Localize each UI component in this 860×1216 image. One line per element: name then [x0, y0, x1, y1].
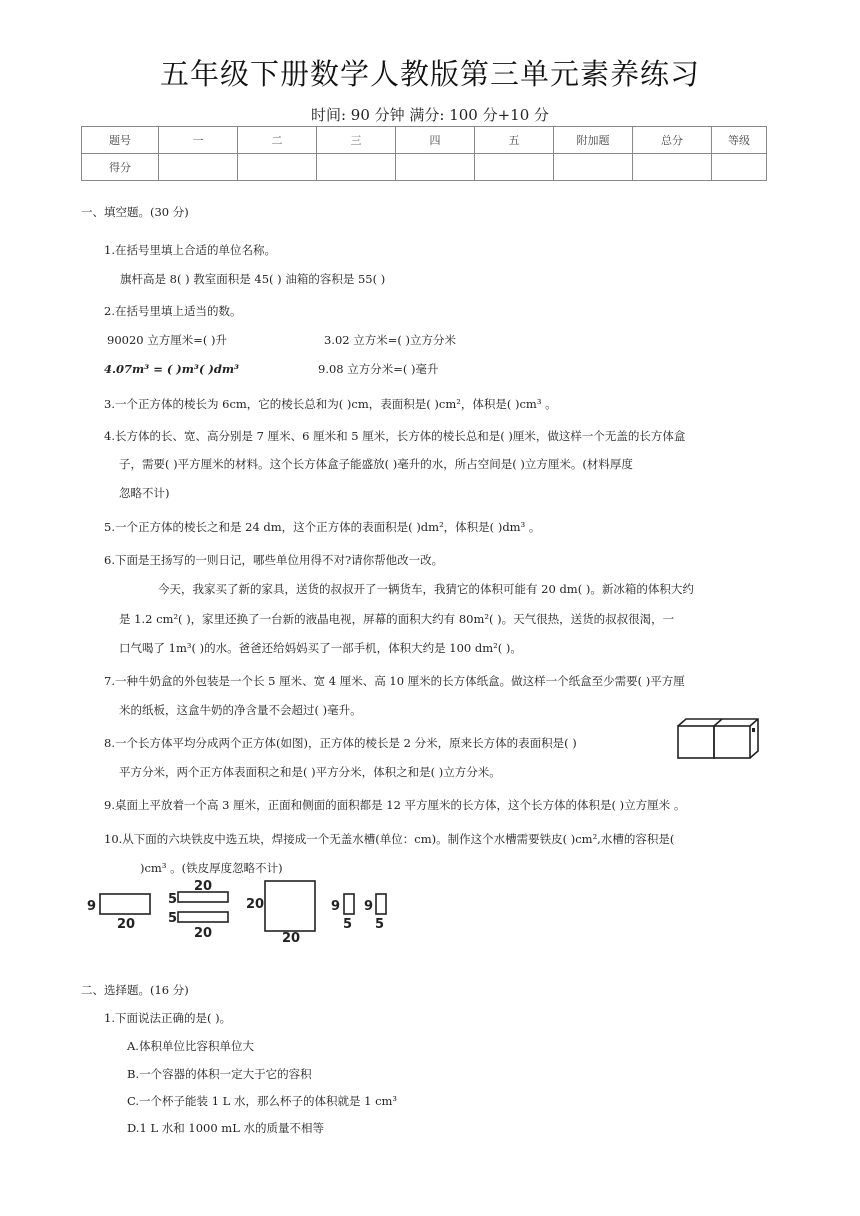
q4-line1: 4.长方体的长、宽、高分别是 7 厘米、6 厘米和 5 厘米，长方体的棱长总和是( )厘米，做这样一个无盖的长方体盒 [104, 429, 686, 443]
q1-line: 旗杆高是 8( ) 教室面积是 45( ) 油箱的容积是 55( ) [120, 272, 386, 286]
score-cell[interactable] [317, 154, 396, 181]
q2-a: 90020 立方厘米=( )升 [107, 333, 228, 347]
score-header-cell: 总分 [633, 127, 712, 154]
q2-d: 9.08 立方分米=( )毫升 [318, 362, 439, 376]
q10-line2: )cm³ 。(铁皮厚度忽略不计) [140, 861, 283, 875]
score-header-cell: 一 [159, 127, 238, 154]
option-a[interactable]: A.体积单位比容积单位大 [127, 1039, 254, 1053]
sheet-label: 9 [331, 899, 341, 914]
score-header-cell: 五 [475, 127, 554, 154]
page-title: 五年级下册数学人教版第三单元素养练习 [159, 57, 700, 91]
score-cell[interactable] [159, 154, 238, 181]
section1-heading: 一、填空题。(30 分) [81, 205, 189, 219]
sheet-label: 20 [117, 917, 136, 932]
q1-text: 1.在括号里填上合适的单位名称。 [104, 243, 276, 257]
score-header-cell: 等级 [712, 127, 767, 154]
two-cubes-figure [676, 716, 760, 760]
score-cell[interactable] [238, 154, 317, 181]
sheet-label: 20 [194, 926, 213, 941]
score-cell[interactable] [712, 154, 767, 181]
q10-line1: 10.从下面的六块铁皮中选五块，焊接成一个无盖水槽(单位：cm)。制作这个水槽需要铁皮( )cm²,水槽的容积是( [104, 832, 675, 846]
sheet-label: 5 [168, 892, 178, 907]
q4-line3: 忽略不计) [119, 486, 170, 500]
s2-q1-text: 1.下面说法正确的是( )。 [104, 1011, 232, 1025]
option-b[interactable]: B.一个容器的体积一定大于它的容积 [127, 1067, 312, 1081]
score-header-cell: 二 [238, 127, 317, 154]
q6-line2: 是 1.2 cm²( )，家里还换了一台新的液晶电视，屏幕的面积大约有 80m²( )。天气很热，送货的叔叔很渴，一 [119, 612, 675, 626]
q6-intro: 6.下面是王扬写的一则日记，哪些单位用得不对?请你帮他改一改。 [104, 553, 444, 567]
q4-line2: 子，需要( )平方厘米的材料。这个长方体盒子能盛放( )毫升的水，所占空间是( )立方厘米。(材料厚度 [119, 457, 633, 471]
sheet-label: 20 [246, 897, 265, 912]
sheet-label: 9 [364, 899, 374, 914]
score-cell[interactable] [396, 154, 475, 181]
score-cell[interactable] [554, 154, 633, 181]
score-cell[interactable] [475, 154, 554, 181]
iron-sheets-figure [84, 876, 404, 946]
q8-line2: 平方分米，两个正方体表面积之和是( )平方分米，体积之和是( )立方分米。 [119, 765, 501, 779]
score-header-cell: 三 [317, 127, 396, 154]
sheet-label: 5 [375, 917, 385, 932]
q7-line2: 米的纸板，这盒牛奶的净含量不会超过( )毫升。 [119, 703, 362, 717]
q6-line1: 今天，我家买了新的家具，送货的叔叔开了一辆货车，我猜它的体积可能有 20 dm( )。新冰箱的体积大约 [158, 582, 694, 596]
q2-text: 2.在括号里填上适当的数。 [104, 304, 242, 318]
sheet-label: 5 [343, 917, 353, 932]
score-table [81, 126, 767, 181]
q7-line1: 7.一种牛奶盒的外包装是一个长 5 厘米、宽 4 厘米、高 10 厘米的长方体纸盒。做这样一个纸盒至少需要( )平方厘 [104, 674, 685, 688]
q6-line3: 口气喝了 1m³( )的水。爸爸还给妈妈买了一部手机，体积大约是 100 dm²( )。 [119, 641, 522, 655]
q9-text: 9.桌面上平放着一个高 3 厘米，正面和侧面的面积都是 12 平方厘米的长方体，这个长方体的体积是( )立方厘米 。 [104, 798, 686, 812]
score-table-row [82, 154, 767, 181]
q8-line1: 8.一个长方体平均分成两个正方体(如图)，正方体的棱长是 2 分米，原来长方体的表面积是( ) [104, 736, 577, 750]
q2-b: 3.02 立方米=( )立方分米 [324, 333, 457, 347]
score-header-cell: 题号 [82, 127, 159, 154]
q5-text: 5.一个正方体的棱长之和是 24 dm，这个正方体的表面积是( )dm²，体积是( )dm³ 。 [104, 520, 541, 534]
page-subtitle: 时间: 90 分钟 满分: 100 分+10 分 [310, 106, 550, 124]
score-header-cell: 四 [396, 127, 475, 154]
option-d[interactable]: D.1 L 水和 1000 mL 水的质量不相等 [127, 1121, 325, 1135]
score-table-header-row [82, 127, 767, 154]
score-cell[interactable] [633, 154, 712, 181]
sheet-label: 5 [168, 911, 178, 926]
q3-text: 3.一个正方体的棱长为 6cm，它的棱长总和为( )cm，表面积是( )cm²，体积是( )cm³ 。 [104, 397, 557, 411]
sheet-label: 9 [87, 899, 97, 914]
q2-c-math: 4.07m³ = ( )m³( )dm³ [104, 362, 240, 376]
option-c[interactable]: C.一个杯子能装 1 L 水，那么杯子的体积就是 1 cm³ [127, 1094, 398, 1108]
section2-heading: 二、选择题。(16 分) [81, 983, 189, 997]
sheet-label: 20 [282, 931, 301, 946]
score-header-cell: 附加题 [554, 127, 633, 154]
score-row-label: 得分 [82, 154, 159, 181]
sheet-label: 20 [194, 879, 213, 894]
